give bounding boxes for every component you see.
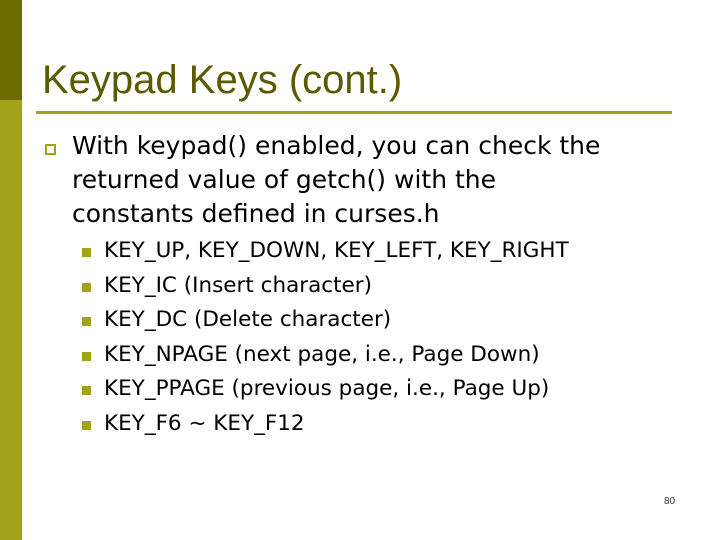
filled-square-bullet-icon (82, 283, 91, 292)
square-bullet-icon (45, 144, 56, 155)
left-accent-bar-bottom (0, 100, 22, 540)
main-bullet-line: With keypad() enabled, you can check the (72, 131, 601, 160)
main-bullet-text (72, 129, 692, 231)
main-bullet-line: returned value of getch() with the (72, 165, 497, 194)
sub-bullet-text: KEY_F6 ~ KEY_F12 (104, 410, 305, 436)
filled-square-bullet-icon (82, 317, 91, 326)
slide-title: Keypad Keys (cont.) (42, 58, 403, 102)
title-underline (36, 111, 672, 114)
sub-bullet-text: KEY_IC (Insert character) (104, 272, 372, 298)
filled-square-bullet-icon (82, 386, 91, 395)
left-accent-bar-top (0, 0, 22, 100)
sub-bullet-text: KEY_DC (Delete character) (104, 307, 392, 332)
sub-bullet-text: KEY_UP, KEY_DOWN, KEY_LEFT, KEY_RIGHT (104, 238, 569, 263)
filled-square-bullet-icon (82, 421, 91, 430)
sub-bullet-text: KEY_NPAGE (next page, i.e., Page Down) (104, 341, 540, 367)
page-number: 80 (664, 496, 676, 507)
sub-bullet-text: KEY_PPAGE (previous page, i.e., Page Up) (104, 376, 550, 401)
filled-square-bullet-icon (82, 248, 91, 257)
filled-square-bullet-icon (82, 352, 91, 361)
main-bullet-line: constants defined in curses.h (72, 199, 440, 228)
